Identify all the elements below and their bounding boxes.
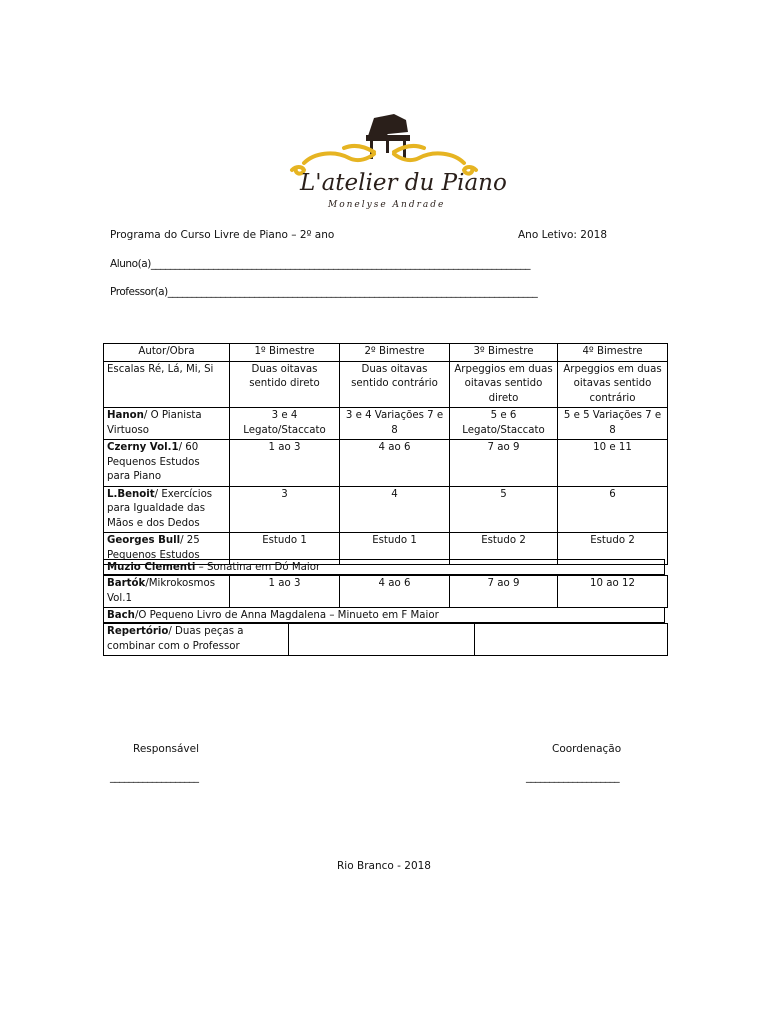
table-cell: Arpeggios em duas oitavas sentido contrário: [558, 361, 668, 408]
header-author: Autor/Obra: [104, 344, 230, 362]
table-cell: 4 ao 6: [340, 576, 450, 608]
table-cell: 1 ao 3: [230, 576, 340, 608]
footer-place-date: Rio Branco - 2018: [337, 860, 431, 872]
coordination-signature-line: ____________________: [526, 771, 620, 783]
table-row: [104, 440, 668, 487]
header-bimester-1: 1º Bimestre: [230, 344, 340, 362]
teacher-field: Professor(a)_____________________________________________________________________________: [110, 286, 538, 298]
logo-subtitle: Monelyse Andrade: [328, 200, 446, 210]
row-work: Czerny Vol.1/ 60 Pequenos Estudos para Piano: [104, 440, 230, 487]
row-work: Repertório/ Duas peças a combinar com o Professor: [104, 624, 289, 656]
row-work: Hanon/ O Pianista Virtuoso: [104, 408, 230, 440]
header-bimester-3: 3º Bimestre: [450, 344, 558, 362]
program-title: Programa do Curso Livre de Piano – 2º ano: [110, 229, 335, 241]
table-row: [104, 361, 668, 408]
repertoire-table: [103, 623, 668, 656]
table-cell: Arpeggios em duas oitavas sentido direto: [450, 361, 558, 408]
table-cell: 5 e 6 Legato/Staccato: [450, 408, 558, 440]
table-cell: 3 e 4 Variações 7 e 8: [340, 408, 450, 440]
header-bimester-4: 4º Bimestre: [558, 344, 668, 362]
table-cell: 3: [230, 486, 340, 533]
table-cell: 7 ao 9: [450, 440, 558, 487]
empty-cell: [289, 624, 475, 656]
table-cell: Duas oitavas sentido direto: [230, 361, 340, 408]
table-cell: Estudo 2: [450, 533, 558, 565]
bartok-table: [103, 575, 668, 608]
student-field: Aluno(a)_______________________________________________________________________________: [110, 258, 531, 270]
table-cell: Duas oitavas sentido contrário: [340, 361, 450, 408]
table-row: [104, 486, 668, 533]
table-row: [104, 408, 668, 440]
table-cell: Estudo 1: [340, 533, 450, 565]
row-work: Georges Bull/ 25 Pequenos Estudos: [104, 533, 230, 565]
table-row: [104, 624, 668, 656]
bach-row: Bach/O Pequeno Livro de Anna Magdalena – Minueto em F Maior: [103, 607, 665, 623]
responsible-signature-line: ___________________: [110, 771, 199, 783]
table-header-row: [104, 344, 668, 362]
table-cell: 4 ao 6: [340, 440, 450, 487]
table-cell: 7 ao 9: [450, 576, 558, 608]
program-table: [103, 343, 668, 565]
coordination-label: Coordenação: [552, 743, 622, 755]
table-cell: 5: [450, 486, 558, 533]
row-work: Bartók/Mikrokosmos Vol.1: [104, 576, 230, 608]
table-cell: Estudo 1: [230, 533, 340, 565]
table-cell: 3 e 4 Legato/Staccato: [230, 408, 340, 440]
logo-title: L'atelier du Piano: [300, 170, 507, 196]
table-cell: 10 ao 12: [558, 576, 668, 608]
row-work: L.Benoit/ Exercícios para Igualdade das Mãos e dos Dedos: [104, 486, 230, 533]
row-work: Escalas Ré, Lá, Mi, Si: [104, 361, 230, 408]
table-cell: Estudo 2: [558, 533, 668, 565]
table-cell: 1 ao 3: [230, 440, 340, 487]
table-cell: 10 e 11: [558, 440, 668, 487]
clementi-row: Muzio Clementi – Sonatina em Dó Maior: [103, 559, 665, 575]
table-cell: 5 e 5 Variações 7 e 8: [558, 408, 668, 440]
responsible-label: Responsável: [133, 743, 199, 755]
empty-cell: [475, 624, 668, 656]
table-row: [104, 576, 668, 608]
table-cell: 4: [340, 486, 450, 533]
table-cell: 6: [558, 486, 668, 533]
school-year: Ano Letivo: 2018: [518, 229, 607, 241]
header-bimester-2: 2º Bimestre: [340, 344, 450, 362]
